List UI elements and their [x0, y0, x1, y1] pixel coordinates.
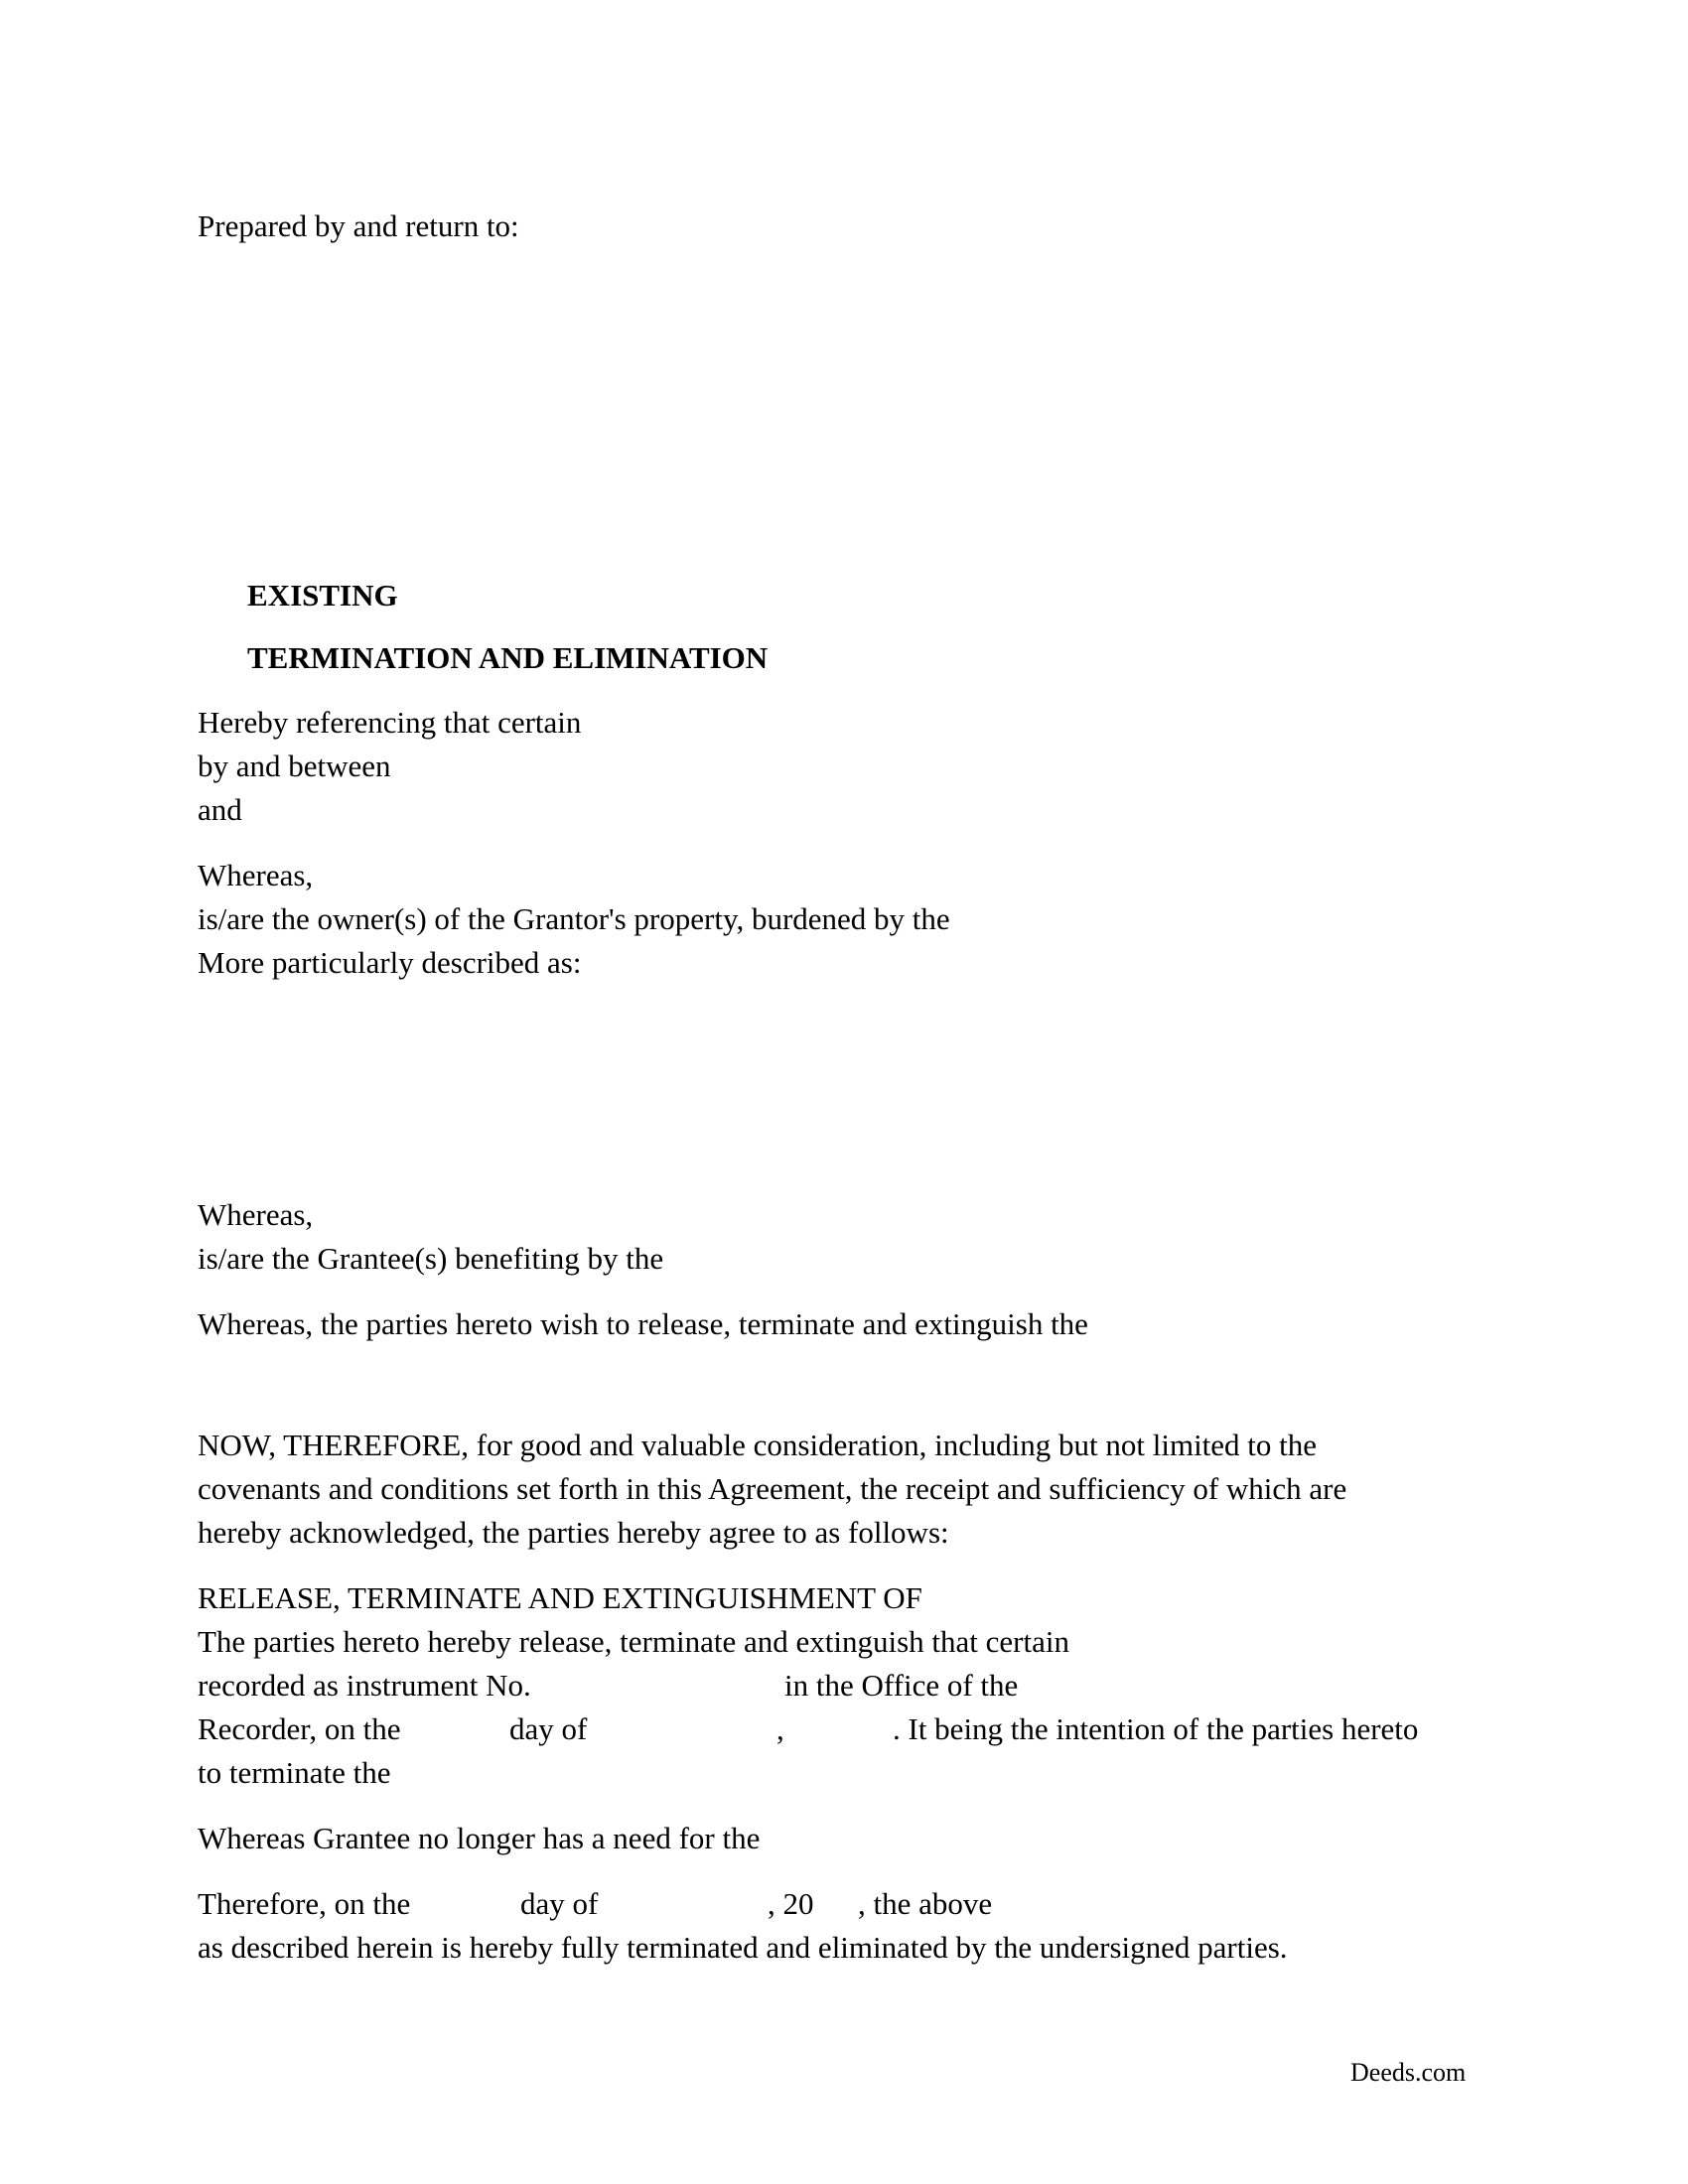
release-line-1: The parties hereto hereby release, terminate and extinguish that certain — [198, 1624, 1069, 1659]
now-therefore-line-2: covenants and conditions set forth in this Agreement, the receipt and sufficiency of which are — [198, 1471, 1347, 1506]
release-line-3-day-of: day of — [509, 1711, 588, 1746]
title-line-2: TERMINATION AND ELIMINATION — [247, 640, 769, 675]
therefore-line-2: as described herein is hereby fully terminated and eliminated by the undersigned parties. — [198, 1930, 1288, 1965]
therefore-day-of: day of — [520, 1886, 599, 1921]
release-heading: RELEASE, TERMINATE AND EXTINGUISHMENT OF — [198, 1580, 922, 1615]
therefore-year: , 20 — [768, 1886, 814, 1921]
whereas-owner-line-1: Whereas, — [198, 858, 314, 892]
whereas-grantee-line-2: is/are the Grantee(s) benefiting by the — [198, 1241, 664, 1276]
title-line-1: EXISTING — [247, 578, 398, 613]
release-line-2-end: in the Office of the — [784, 1668, 1019, 1703]
therefore-start: Therefore, on the — [198, 1886, 411, 1921]
whereas-owner-line-2: is/are the owner(s) of the Grantor's property, burdened by the — [198, 901, 950, 936]
release-line-3-end: . It being the intention of the parties hereto — [893, 1711, 1419, 1746]
intro-line-1: Hereby referencing that certain — [198, 705, 582, 740]
prepared-by-label: Prepared by and return to: — [198, 208, 519, 243]
release-line-3-comma: , — [776, 1711, 784, 1746]
intro-line-3: and — [198, 792, 242, 827]
therefore-end: , the above — [858, 1886, 993, 1921]
whereas-owner-line-3: More particularly described as: — [198, 945, 582, 980]
intro-line-2: by and between — [198, 749, 391, 783]
release-line-3-start: Recorder, on the — [198, 1711, 401, 1746]
release-line-2-start: recorded as instrument No. — [198, 1668, 531, 1703]
now-therefore-line-3: hereby acknowledged, the parties hereby agree to as follows: — [198, 1515, 949, 1550]
now-therefore-line-1: NOW, THEREFORE, for good and valuable consideration, including but not limited to the — [198, 1428, 1318, 1462]
release-line-4: to terminate the — [198, 1755, 391, 1790]
whereas-need-line: Whereas Grantee no longer has a need for the — [198, 1821, 761, 1855]
whereas-grantee-line-1: Whereas, — [198, 1197, 314, 1232]
whereas-parties-line: Whereas, the parties hereto wish to release, terminate and extinguish the — [198, 1306, 1088, 1341]
footer-brand: Deeds.com — [1350, 2058, 1467, 2087]
